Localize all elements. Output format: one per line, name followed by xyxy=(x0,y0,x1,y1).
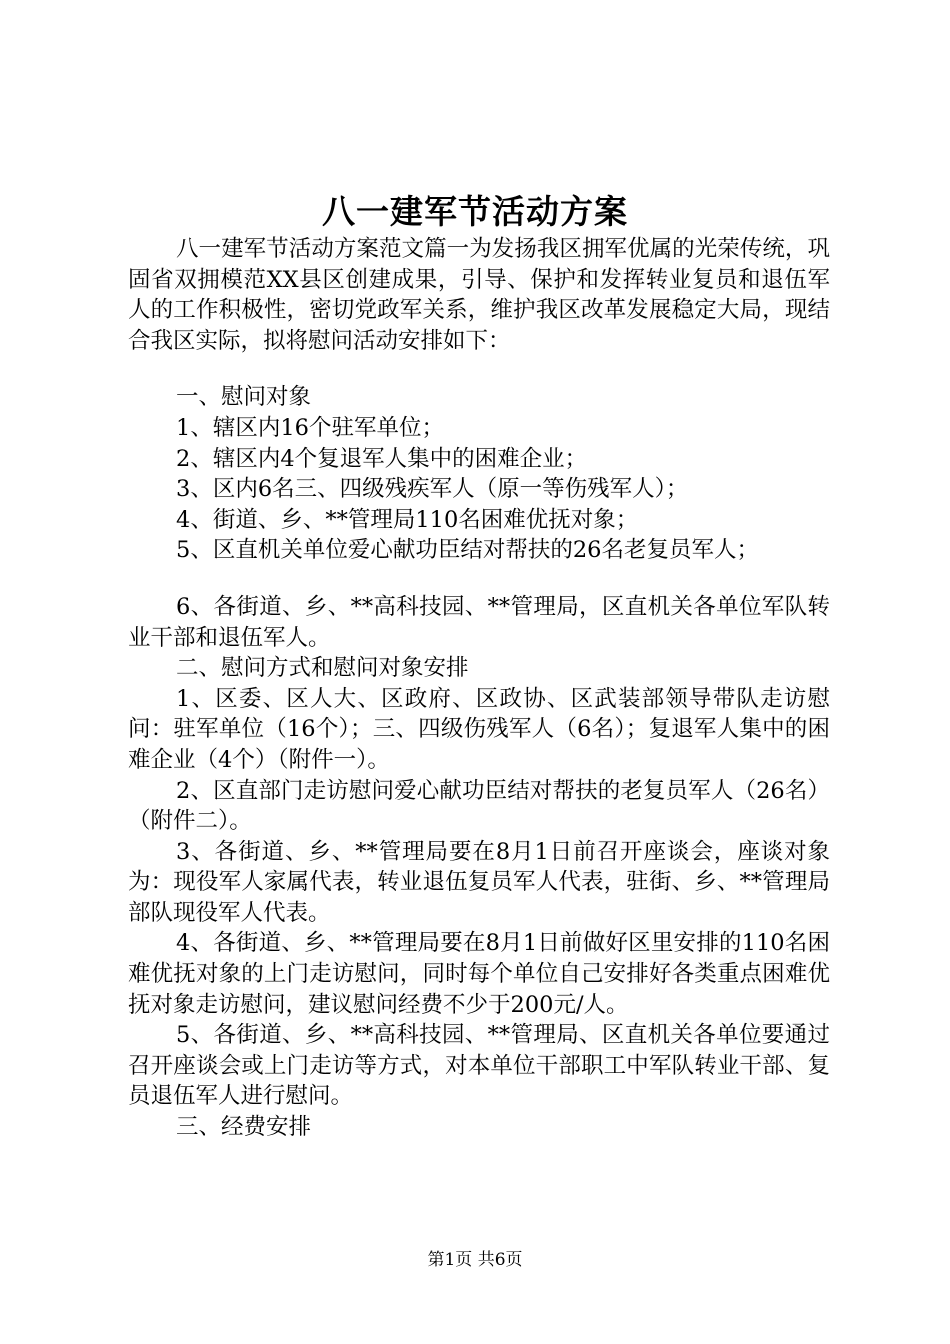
document-body xyxy=(128,234,830,1143)
section-heading-3: 三、经费安排 xyxy=(176,1114,312,1141)
document-title: 八一建军节活动方案 xyxy=(322,192,628,231)
intro-paragraph: 八一建军节活动方案范文篇一为发扬我区拥军优属的光荣传统，巩固省双拥模范XX县区创建成果，引导、保护和发挥转业复员和退伍军人的工作积极性，密切党政军关系，维护我区改革发展稳定大局，现结合我区实际，拟将慰问活动安排如下： xyxy=(128,236,830,354)
section-heading-1: 一、慰问对象 xyxy=(176,384,312,411)
list-item: 3、各街道、乡、**管理局要在8月1日前召开座谈会，座谈对象为：现役军人家属代表，转业退伍复员军人代表，驻街、乡、**管理局部队现役军人代表。 xyxy=(128,838,830,926)
list-item: 4、街道、乡、**管理局110名困难优抚对象； xyxy=(176,506,639,533)
list-item: 5、各街道、乡、**高科技园、**管理局、区直机关各单位要通过召开座谈会或上门走访等方式，对本单位干部职工中军队转业干部、复员退伍军人进行慰问。 xyxy=(128,1022,830,1110)
section-heading-2: 二、慰问方式和慰问对象安排 xyxy=(176,655,469,682)
list-item: 2、辖区内4个复退军人集中的困难企业； xyxy=(176,445,588,472)
list-item: 3、区内6名三、四级残疾军人（原一等伤残军人）； xyxy=(176,476,689,503)
page-number-footer: 第1页 共6页 xyxy=(427,1250,523,1270)
list-item: 5、区直机关单位爱心献功臣结对帮扶的26名老复员军人； xyxy=(176,537,759,564)
list-item: 1、区委、区人大、区政府、区政协、区武装部领导带队走访慰问：驻军单位（16个）；三、四级伤残军人（6名）；复退军人集中的困难企业（4个）（附件一）。 xyxy=(128,685,830,773)
list-item: 6、各街道、乡、**高科技园、**管理局，区直机关各单位军队转业干部和退伍军人。 xyxy=(128,593,830,651)
list-item: 2、区直部门走访慰问爱心献功臣结对帮扶的老复员军人（26名）（附件二）。 xyxy=(128,777,830,835)
list-item: 4、各街道、乡、**管理局要在8月1日前做好区里安排的110名困难优抚对象的上门走访慰问，同时每个单位自己安排好各类重点困难优抚对象走访慰问，建议慰问经费不少于200元/人。 xyxy=(128,930,830,1018)
list-item: 1、辖区内16个驻军单位； xyxy=(176,414,444,441)
